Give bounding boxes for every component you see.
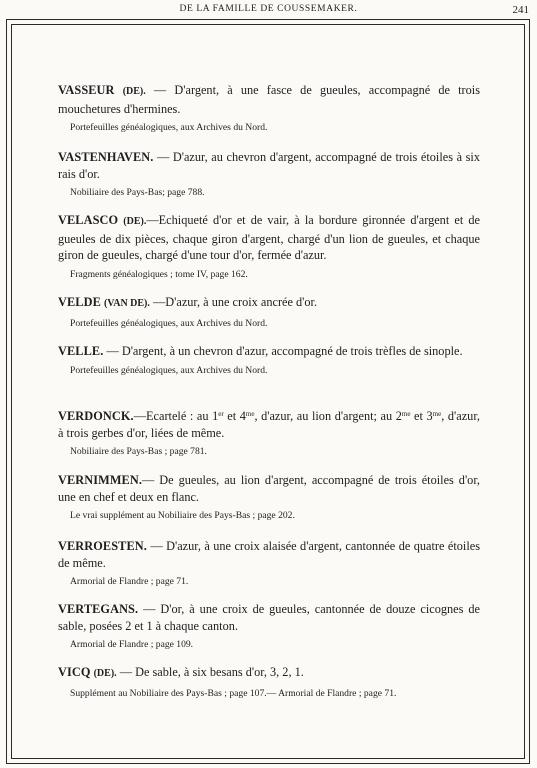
blazon-part: —Ecartelé : au 1 — [133, 409, 219, 423]
entry-text — [58, 343, 480, 360]
surname: VELLE. — [58, 344, 104, 358]
blazon-part: et 3 — [410, 409, 433, 423]
entry-text — [58, 294, 480, 313]
source-reference: Portefeuilles généalogiques, aux Archives du Nord. — [70, 364, 268, 376]
entry-vicq — [58, 664, 480, 700]
blazon: — De gueules, au lion d'argent, accompagné de trois étoiles d'or, une en chef et deux en flanc. — [58, 473, 480, 504]
surname: VERTEGANS. — [58, 602, 139, 616]
surname: VASTENHAVEN. — [58, 150, 154, 164]
entry-text — [58, 664, 480, 683]
blazon: —D'azur, à une croix ancrée d'or. — [149, 295, 318, 309]
entry-velde — [58, 294, 480, 330]
surname: VERNIMMEN. — [58, 473, 142, 487]
superscript: me — [432, 410, 442, 418]
entry-text — [58, 472, 480, 505]
name-particle: (DE). — [123, 216, 147, 227]
blazon: — D'azur, à une croix alaisée d'argent, cantonnée de quatre étoiles de même. — [58, 539, 480, 570]
blazon: — D'or, à une croix de gueules, cantonnée de douze cicognes de sable, posées 2 et 1 à chaque canton. — [58, 602, 480, 633]
entry-text — [58, 82, 480, 117]
source-reference: Armorial de Flandre ; page 109. — [70, 639, 194, 651]
superscript: er — [218, 410, 224, 418]
source-reference: Le vrai supplément au Nobiliaire des Pays-Bas ; page 202. — [70, 510, 295, 522]
source-reference: Supplément au Nobiliaire des Pays-Bas ; page 107.— Armorial de Flandre ; page 71. — [70, 687, 397, 699]
blazon-part: et 4 — [223, 409, 246, 423]
source-reference: Fragments généalogiques ; tome IV, page 162. — [70, 268, 248, 280]
blazon: — D'argent, à un chevron d'azur, accompagné de trois trèfles de sinople. — [103, 344, 463, 358]
entry-text — [58, 601, 480, 634]
surname: VELASCO — [58, 213, 119, 227]
blazon: —Echiqueté d'or et de vair, à la bordure gironnée d'argent et de gueules de dix pièces, chaque giron d'argent, chargé d'un lion de gueules, et chaque giron de gueules, chargé d'une tour d'or, fermée d'azur. — [58, 213, 480, 263]
source-reference: Armorial de Flandre ; page 71. — [70, 576, 189, 588]
surname: VERROESTEN. — [58, 539, 147, 553]
entry-velasco — [58, 212, 480, 281]
entry-text — [58, 408, 480, 441]
entry-verdonck — [58, 408, 480, 458]
source-reference: Nobiliaire des Pays-Bas; page 788. — [70, 187, 205, 199]
entry-velle — [58, 343, 480, 377]
page-header — [0, 4, 537, 20]
surname: VERDONCK. — [58, 409, 134, 423]
surname: VASSEUR — [58, 83, 115, 97]
name-particle: (DE). — [93, 668, 117, 679]
source-reference: Portefeuilles généalogiques, aux Archives du Nord. — [70, 122, 268, 134]
surname: VICQ — [58, 665, 91, 679]
entry-vastenhaven — [58, 149, 480, 199]
name-particle: (DE). — [122, 86, 146, 97]
entry-vernimmen — [58, 472, 480, 522]
superscript: me — [401, 410, 411, 418]
entry-verroesten — [58, 538, 480, 588]
page-number: 241 — [512, 4, 529, 16]
source-reference: Portefeuilles généalogiques, aux Archives du Nord. — [70, 317, 268, 329]
entry-text — [58, 149, 480, 182]
running-title: DE LA FAMILLE DE COUSSEMAKER. — [179, 4, 358, 14]
entry-vertegans — [58, 601, 480, 651]
blazon-part: , d'azur, au lion d'argent; au 2 — [254, 409, 402, 423]
entry-text — [58, 212, 480, 264]
surname: VELDE — [58, 295, 101, 309]
name-particle: (VAN DE). — [103, 298, 150, 309]
blazon-part: , d'azur, à trois gerbes d'or, liées de même. — [58, 409, 480, 440]
blazon: — De sable, à six besans d'or, 3, 2, 1. — [116, 665, 304, 679]
entry-text — [58, 538, 480, 571]
blazon: — D'azur, au chevron d'argent, accompagné de trois étoiles à six rais d'or. — [58, 150, 480, 181]
source-reference: Nobiliaire des Pays-Bas ; page 781. — [70, 446, 207, 458]
blazon: — D'argent, à une fasce de gueules, accompagné de trois mouchetures d'hermines. — [58, 83, 480, 116]
entry-vasseur — [58, 82, 480, 134]
superscript: me — [245, 410, 255, 418]
